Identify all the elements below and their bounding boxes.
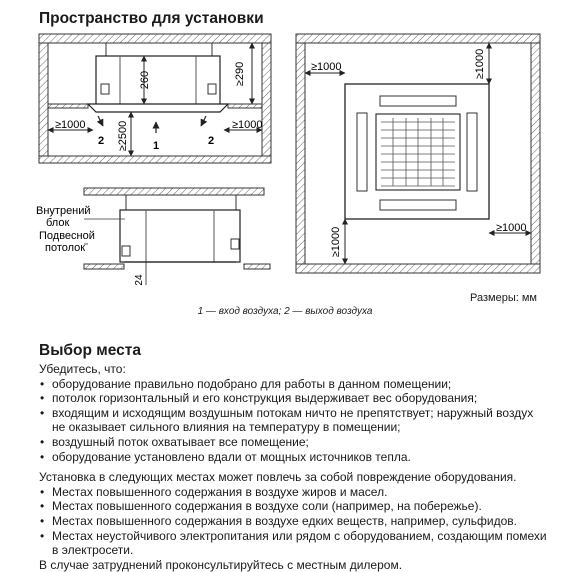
false-ceiling-left: [48, 104, 88, 108]
list-item: • потолок горизонтальный и его конструкция выдерживает вес оборудования;: [39, 391, 547, 406]
mounting-view-diagram: [36, 188, 270, 286]
marker-inlet: 1: [153, 140, 160, 152]
list-item-continuation: не оказывает сильного влияния на температуру в помещении;: [52, 420, 401, 435]
intro-line: Убедитесь, что:: [39, 362, 126, 376]
upper-slab: [84, 188, 264, 195]
air-outlet-arrow-left: [98, 116, 103, 126]
floor: [39, 156, 271, 163]
dim-bottom-right: ≥1000: [496, 222, 527, 234]
right-wall: [262, 43, 271, 156]
section-title-location: Выбор места: [39, 342, 141, 359]
dim-left-label: ≥1000: [55, 119, 86, 131]
marker-outlet-right: 2: [208, 135, 215, 147]
label-indoor-unit-1: Внутрений: [36, 205, 91, 217]
checklist: [39, 377, 547, 465]
dim-top-right: ≥1000: [474, 48, 486, 80]
location-text: [39, 362, 547, 572]
list-item: • оборудование установлено вдали от мощных источников тепла.: [39, 450, 547, 465]
label-ceiling-2: потолок: [45, 242, 86, 254]
units-note: Размеры: мм: [470, 292, 537, 304]
dim-bottom-left: ≥1000: [330, 226, 342, 258]
false-ceiling-right: [228, 104, 262, 108]
list-item: • входящим и исходящим воздушным потокам ничто не препятствует; наружный воздух: [39, 406, 547, 421]
closing-line: В случае затруднений проконсультируйтесь с местным дилером.: [39, 557, 403, 572]
warnings-list: [39, 485, 547, 558]
list-item: • Местах повышенного содержания в воздухе соли (например, на побережье).: [39, 499, 547, 514]
top-view-diagram: [296, 34, 540, 273]
label-indoor-unit-2: блок: [46, 217, 70, 229]
warning-intro: Установка в следующих местах может повлечь за собой повреждение оборудования.: [39, 470, 517, 485]
list-item: • воздушный поток охватывает все помещение;: [39, 435, 547, 450]
diagram-caption: 1 — вход воздуха; 2 — выход воздуха: [197, 306, 373, 317]
dim-right-label: ≥1000: [232, 119, 263, 131]
label-ceiling-1: Подвесной: [39, 230, 95, 242]
dim-260-label: 260: [139, 70, 151, 90]
suspended-ceiling-right: [244, 264, 270, 269]
side-view-diagram: [39, 34, 271, 163]
section-title-space: Пространство для установки: [39, 10, 264, 27]
list-item: • Местах неустойчивого электропитания или рядом с оборудованием, создающим помехи: [39, 529, 547, 544]
marker-outlet-left: 2: [98, 135, 105, 147]
list-item: • Местах повышенного содержания в воздухе едких веществ, например, сульфидов.: [39, 514, 547, 529]
suspended-ceiling-left: [84, 264, 124, 269]
list-item: • оборудование правильно подобрано для работы в данном помещении;: [39, 377, 547, 392]
ceiling-slab: [39, 34, 271, 43]
dim-24-label: 24: [134, 274, 145, 286]
list-item: • Местах повышенного содержания в воздухе жиров и масел.: [39, 485, 547, 500]
unit-panel: [88, 104, 228, 112]
dim-290-label: ≥290: [234, 61, 246, 87]
list-item-continuation: в электросети.: [52, 543, 134, 558]
indoor-unit-mount: [120, 210, 240, 262]
air-outlet-arrow-right: [201, 116, 206, 126]
dim-2500-label: ≥2500: [117, 120, 129, 152]
indoor-unit-side: [96, 56, 220, 105]
dim-top-left: ≥1000: [311, 61, 342, 73]
left-wall: [39, 43, 48, 156]
